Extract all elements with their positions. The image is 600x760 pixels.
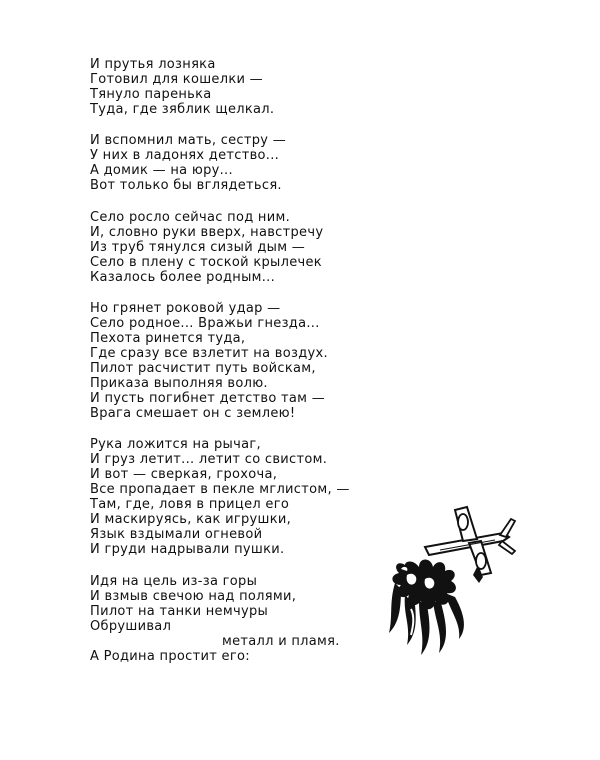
- poem-line: Рука ложится на рычаг,: [90, 437, 261, 452]
- poem-line: И прутья лозняка: [90, 57, 216, 72]
- poem-line: Казалось более родным...: [90, 270, 276, 285]
- poem-line: И, словно руки вверх, навстречу: [90, 225, 324, 240]
- poem-line: И груз летит... летит со свистом.: [90, 452, 328, 467]
- poem-line: Обрушивал: [90, 619, 172, 634]
- poem-line: И маскируясь, как игрушки,: [90, 512, 292, 527]
- poem-line: Тянуло паренька: [90, 87, 212, 102]
- poem-line: Туда, где зяблик щелкал.: [90, 102, 275, 117]
- poem-line: Но грянет роковой удар —: [90, 301, 281, 316]
- poem-line: Там, где, ловя в прицел его: [90, 497, 290, 512]
- poem-line: Пехота ринется туда,: [90, 331, 246, 346]
- poem-line: Село родное... Вражьи гнезда...: [90, 316, 320, 331]
- poem-line: Пилот расчистит путь войскам,: [90, 361, 316, 376]
- poem-line: Идя на цель из-за горы: [90, 574, 258, 589]
- poem-line: А Родина простит его:: [90, 649, 250, 664]
- poem-line: металл и пламя.: [222, 634, 340, 649]
- poem-line: Из труб тянулся сизый дым —: [90, 240, 306, 255]
- poem-line: Врага смешает он с землею!: [90, 406, 296, 421]
- poem-line: Все пропадает в пекле мглистом, —: [90, 482, 350, 497]
- poem-line: А домик — на юру...: [90, 163, 233, 178]
- bomber-plane-with-explosion-icon: [385, 505, 525, 675]
- poem-line: И вспомнил мать, сестру —: [90, 133, 287, 148]
- poem-line: И вот — сверкая, грохоча,: [90, 467, 278, 482]
- poem-line: Пилот на танки немчуры: [90, 604, 269, 619]
- poem-line: Где сразу все взлетит на воздух.: [90, 346, 328, 361]
- poem-line: У них в ладонях детство...: [90, 148, 280, 163]
- poem-line: Язык вздымали огневой: [90, 527, 263, 542]
- poem-line: И груди надрывали пушки.: [90, 542, 285, 557]
- poem-line: И взмыв свечою над полями,: [90, 589, 297, 604]
- poem-line: Готовил для кошелки —: [90, 72, 263, 87]
- poem-line: Вот только бы вглядеться.: [90, 178, 282, 193]
- poem-line: Приказа выполняя волю.: [90, 376, 268, 391]
- poem-line: И пусть погибнет детство там —: [90, 391, 326, 406]
- poem-line: Село росло сейчас под ним.: [90, 210, 291, 225]
- poem-line: Село в плену с тоской крылечек: [90, 255, 322, 270]
